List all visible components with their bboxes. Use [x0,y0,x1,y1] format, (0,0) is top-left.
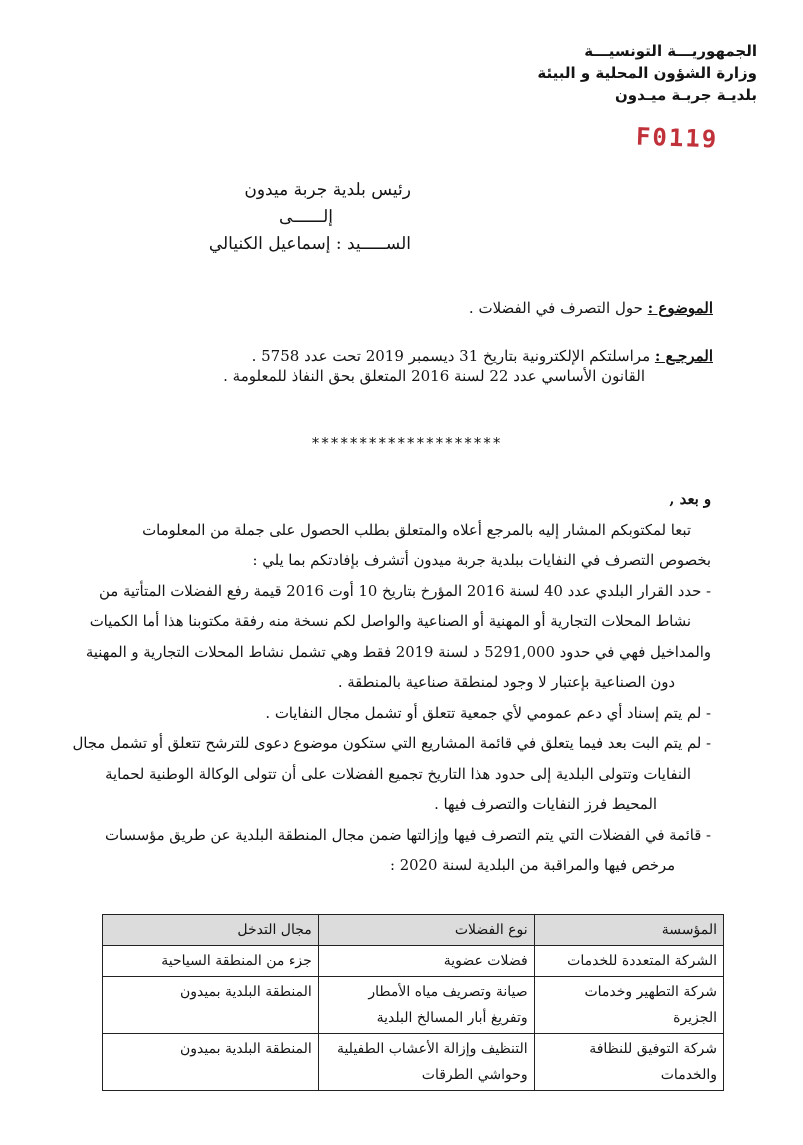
greeting: و بعد , [669,491,711,508]
subject-text: حول التصرف في الفضلات . [468,299,643,317]
address-block [51,177,411,258]
column-header-area: مجال التدخل [103,915,319,946]
letterhead [457,40,757,106]
bullet-line: والمداخيل فهي في حدود 5291,000 د لسنة 2019 فقط وهي تشمل نشاط المحلات التجارية و المهنية [85,643,711,661]
bullet-line: - لم يتم البت بعد فيما يتعلق في قائمة المشاريع التي ستكون موضوع دعوى للترشح تتعلق أو تشمل مجال [72,735,711,752]
bullet-line: المحيط فرز النفايات والتصرف فيها . [434,796,657,813]
paragraph-line: بخصوص التصرف في النفايات ببلدية جربة ميدون أتشرف بإفادتكم بما يلي : [252,552,711,569]
reference-line-2: القانون الأساسي عدد 22 لسنة 2016 المتعلق بحق النفاذ للمعلومة . [223,367,645,385]
bullet-line: النفايات وتتولى البلدية إلى حدود هذا التاريخ تجميع الفضلات على أن تتولى الوكالة الوطنية لحماية [105,765,691,783]
bullet-line: - حدد القرار البلدي عدد 40 لسنة 2016 المؤرخ بتاريخ 10 أوت 2016 قيمة رفع الفضلات المتأتية من [99,582,711,600]
waste-operators-table [102,914,724,1091]
recipient-line: الســـــيد : إسماعيل الكنيالي [208,234,411,254]
table-cell: التنظيف وإزالة الأعشاب الطفيلية وحواشي الطرقات [318,1034,534,1091]
subject-label: الموضوع : [647,299,713,317]
table-cell: صيانة وتصريف مياه الأمطار وتفريغ أبار المسالخ البلدية [318,977,534,1034]
table-cell: المنطقة البلدية بميدون [103,1034,319,1091]
table-cell: شركة التوفيق للنظافة والخدمات [534,1034,723,1091]
reference-label: المرجـع : [654,347,713,365]
table-cell: شركة التطهير وخدمات الجزيرة [534,977,723,1034]
table-cell: فضلات عضوية [318,946,534,977]
paragraph-line: تبعا لمكتوبكم المشار إليه بالمرجع أعلاه والمتعلق بطلب الحصول على جملة من المعلومات [142,521,691,539]
table-cell: الشركة المتعددة للخدمات [534,946,723,977]
to-line: إلــــــى [279,207,333,227]
bullet-line: مرخص فيها والمراقبة من البلدية لسنة 2020 : [390,857,675,874]
republic-title: الجمهوريـــة التونسيـــة [584,42,757,60]
bullet-line: نشاط المحلات التجارية أو المهنية أو الصناعية والواصل لكم نسخة منه رفقة مكتوبنا هذا أما الكميات [89,613,691,630]
table-cell: جزء من المنطقة السياحية [103,946,319,977]
municipality-title: بلديـة جربـة ميـدون [614,86,757,104]
letter-body [31,485,711,882]
column-header-company: المؤسسة [534,915,723,946]
bullet-line: - لم يتم إسناد أي دعم عمومي لأي جمعية تتعلق أو تشمل مجال النفايات . [265,704,711,722]
ministry-title: وزارة الشؤون المحلية و البيئة [537,64,757,82]
table-row [103,1034,724,1091]
sender-line: رئيس بلدية جربة ميدون [244,180,411,200]
table-row [103,946,724,977]
column-header-waste-type: نوع الفضلات [318,915,534,946]
reference-line-1 [13,346,713,366]
bullet-line: - قائمة في الفضلات التي يتم التصرف فيها وإزالتها ضمن مجال المنطقة البلدية عن طريق مؤسسات [104,826,711,844]
reference-block [13,346,713,386]
bullet-line: دون الصناعية بإعتبار لا وجود لمنطقة صناعية بالمنطقة . [337,674,675,691]
reference-text-1: مراسلتكم الإلكترونية بتاريخ 31 ديسمبر 2019 تحت عدد 5758 . [251,347,651,365]
separator: ******************** [311,434,502,452]
table-header-row [103,915,724,946]
table-row [103,977,724,1034]
table-cell: المنطقة البلدية بميدون [103,977,319,1034]
subject-line [13,299,713,317]
registration-stamp: F0119 [635,122,719,154]
